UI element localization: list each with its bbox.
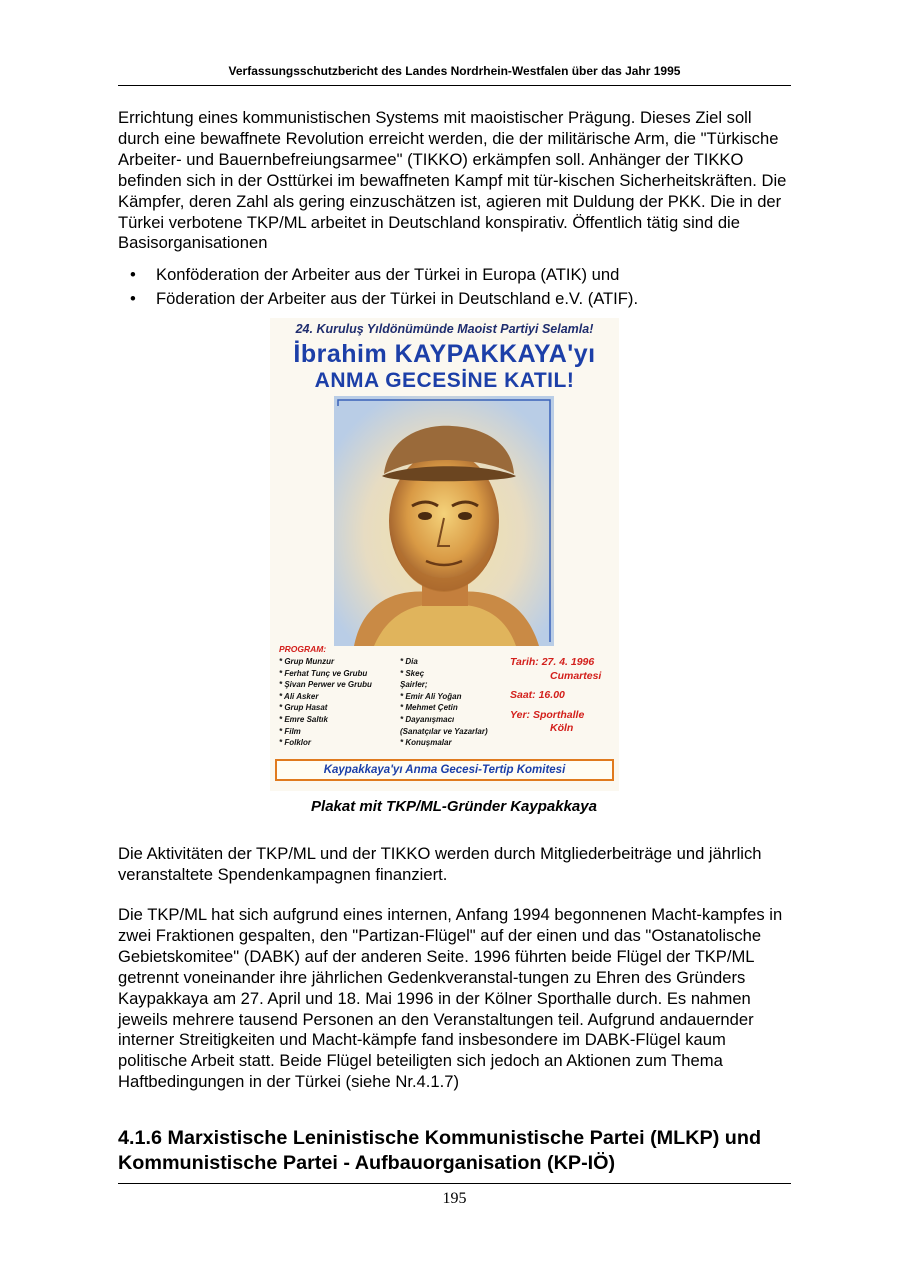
body-paragraph-2: Die Aktivitäten der TKP/ML und der TIKKO werden durch Mitgliederbeiträge und jährlich veranstaltete Spendenkampagnen finanziert. [118,844,762,884]
list-item: * Ali Asker [279,691,319,701]
poster-subheadline: ANMA GECESİNE KATIL! [314,369,575,392]
running-header: Verfassungsschutzbericht des Landes Nordrhein-Westfalen über das Jahr 1995 [228,64,681,78]
event-time: Saat: 16.00 [510,689,565,701]
list-item: * Dia [400,657,418,666]
list-item-text: Konföderation der Arbeiter aus der Türkei in Europa (ATIK) und [156,265,620,284]
list-item: * Şivan Perwer ve Grubu [279,680,372,690]
event-city: Köln [550,722,574,734]
poster-image [270,318,619,791]
event-weekday: Cumartesi [550,669,602,682]
program-list-right [400,656,488,749]
section-heading: 4.1.6 Marxistische Leninistische Kommunistische Partei (MLKP) und Kommunistische Partei - Aufbauorganisation (KP-IÖ) [118,1127,762,1174]
program-list-left [279,656,372,749]
list-item: * Folklor [279,738,312,748]
footer-rule [118,1183,791,1184]
image-caption: Plakat mit TKP/ML-Gründer Kaypakkaya [311,798,597,815]
body-paragraph-1: Errichtung eines kommunistischen Systems mit maoistischer Prägung. Dieses Ziel soll durch eine bewaffnete Revolution erreicht werden, die der militärische Arm, die "Türkische Arbeiter- und Bauernbefreiungsarmee" (TIKKO) erkämpfen soll. Anhänger der TIKKO befinden sich in der Osttürkei im bewaffneten Kampf mit tür-kischen Sicherheitskräften. Die Kämpfer, deren Zahl als gering einzuschätzen ist, agieren mit Duldung der PKK. Die in der Türkei verbotene TKP/ML arbeitet in Deutschland konspirativ. Öffentlich tätig sind die Basisorganisationen [118,108,787,253]
list-item: * Mehmet Çetin [400,703,458,713]
organizing-committee-banner: Kaypakkaya'yı Anma Gecesi-Tertip Komitesi [275,759,614,781]
header-rule [118,85,791,86]
event-date: Tarih: 27. 4. 1996 [510,656,595,668]
event-details [510,656,619,736]
list-item: * Grup Hasat [279,703,328,713]
list-item [118,287,790,311]
bullet-icon: • [130,265,136,284]
list-item: * Film [279,726,301,736]
poster-tagline: 24. Kuruluş Yıldönümünde Maoist Partiyi Selamla! [295,322,594,336]
list-item: * Skeç [400,668,425,678]
list-item: * Grup Munzur [279,657,335,666]
portrait-illustration [334,396,554,646]
program-title: PROGRAM: [279,644,327,654]
list-item: * Dayanışmacı [400,714,455,724]
list-item: * Konuşmalar [400,738,452,748]
list-item [118,263,790,287]
list-item: * Emre Saltık [279,714,328,724]
bullet-icon: • [130,288,136,308]
poster-headline: İbrahim KAYPAKKAYA'yı [293,340,596,368]
list-item-text: Föderation der Arbeiter aus der Türkei in Deutschland e.V. (ATIF). [156,288,639,308]
body-paragraph-3: Die TKP/ML hat sich aufgrund eines internen, Anfang 1994 begonnenen Macht-kampfes in zwei Fraktionen gespalten, den "Partizan-Flügel" auf der einen und das "Ostanatolische Gebietskomitee" (DABK) auf der anderen Seite. 1996 führten beide Flügel der TKP/ML getrennt voneinander ihre jährlichen Gedenkveranstal-tungen zu Ehren des Gründers Kaypakkaya am 27. April und 18. Mai 1996 in der Kölner Sporthalle durch. Es nahmen jeweils mehrere tausend Personen an den Veranstaltungen teil. Aufgrund andauernder interner Streitigkeiten und Macht-kämpfe fand insbesondere im DABK-Flügel kaum politische Arbeit statt. Beide Flügel beteiligten sich jedoch an Aktionen zum Thema Haftbedingungen in der Türkei (siehe Nr.4.1.7) [118,905,783,1092]
page-number: 195 [442,1190,467,1207]
organisation-list [118,263,790,310]
list-item: (Sanatçılar ve Yazarlar) [400,726,488,736]
list-item: * Emir Ali Yoğan [400,691,462,701]
event-venue: Yer: Sporthalle [510,708,585,721]
list-item: * Ferhat Tunç ve Grubu [279,668,368,678]
list-item: Şairler; [400,680,428,690]
